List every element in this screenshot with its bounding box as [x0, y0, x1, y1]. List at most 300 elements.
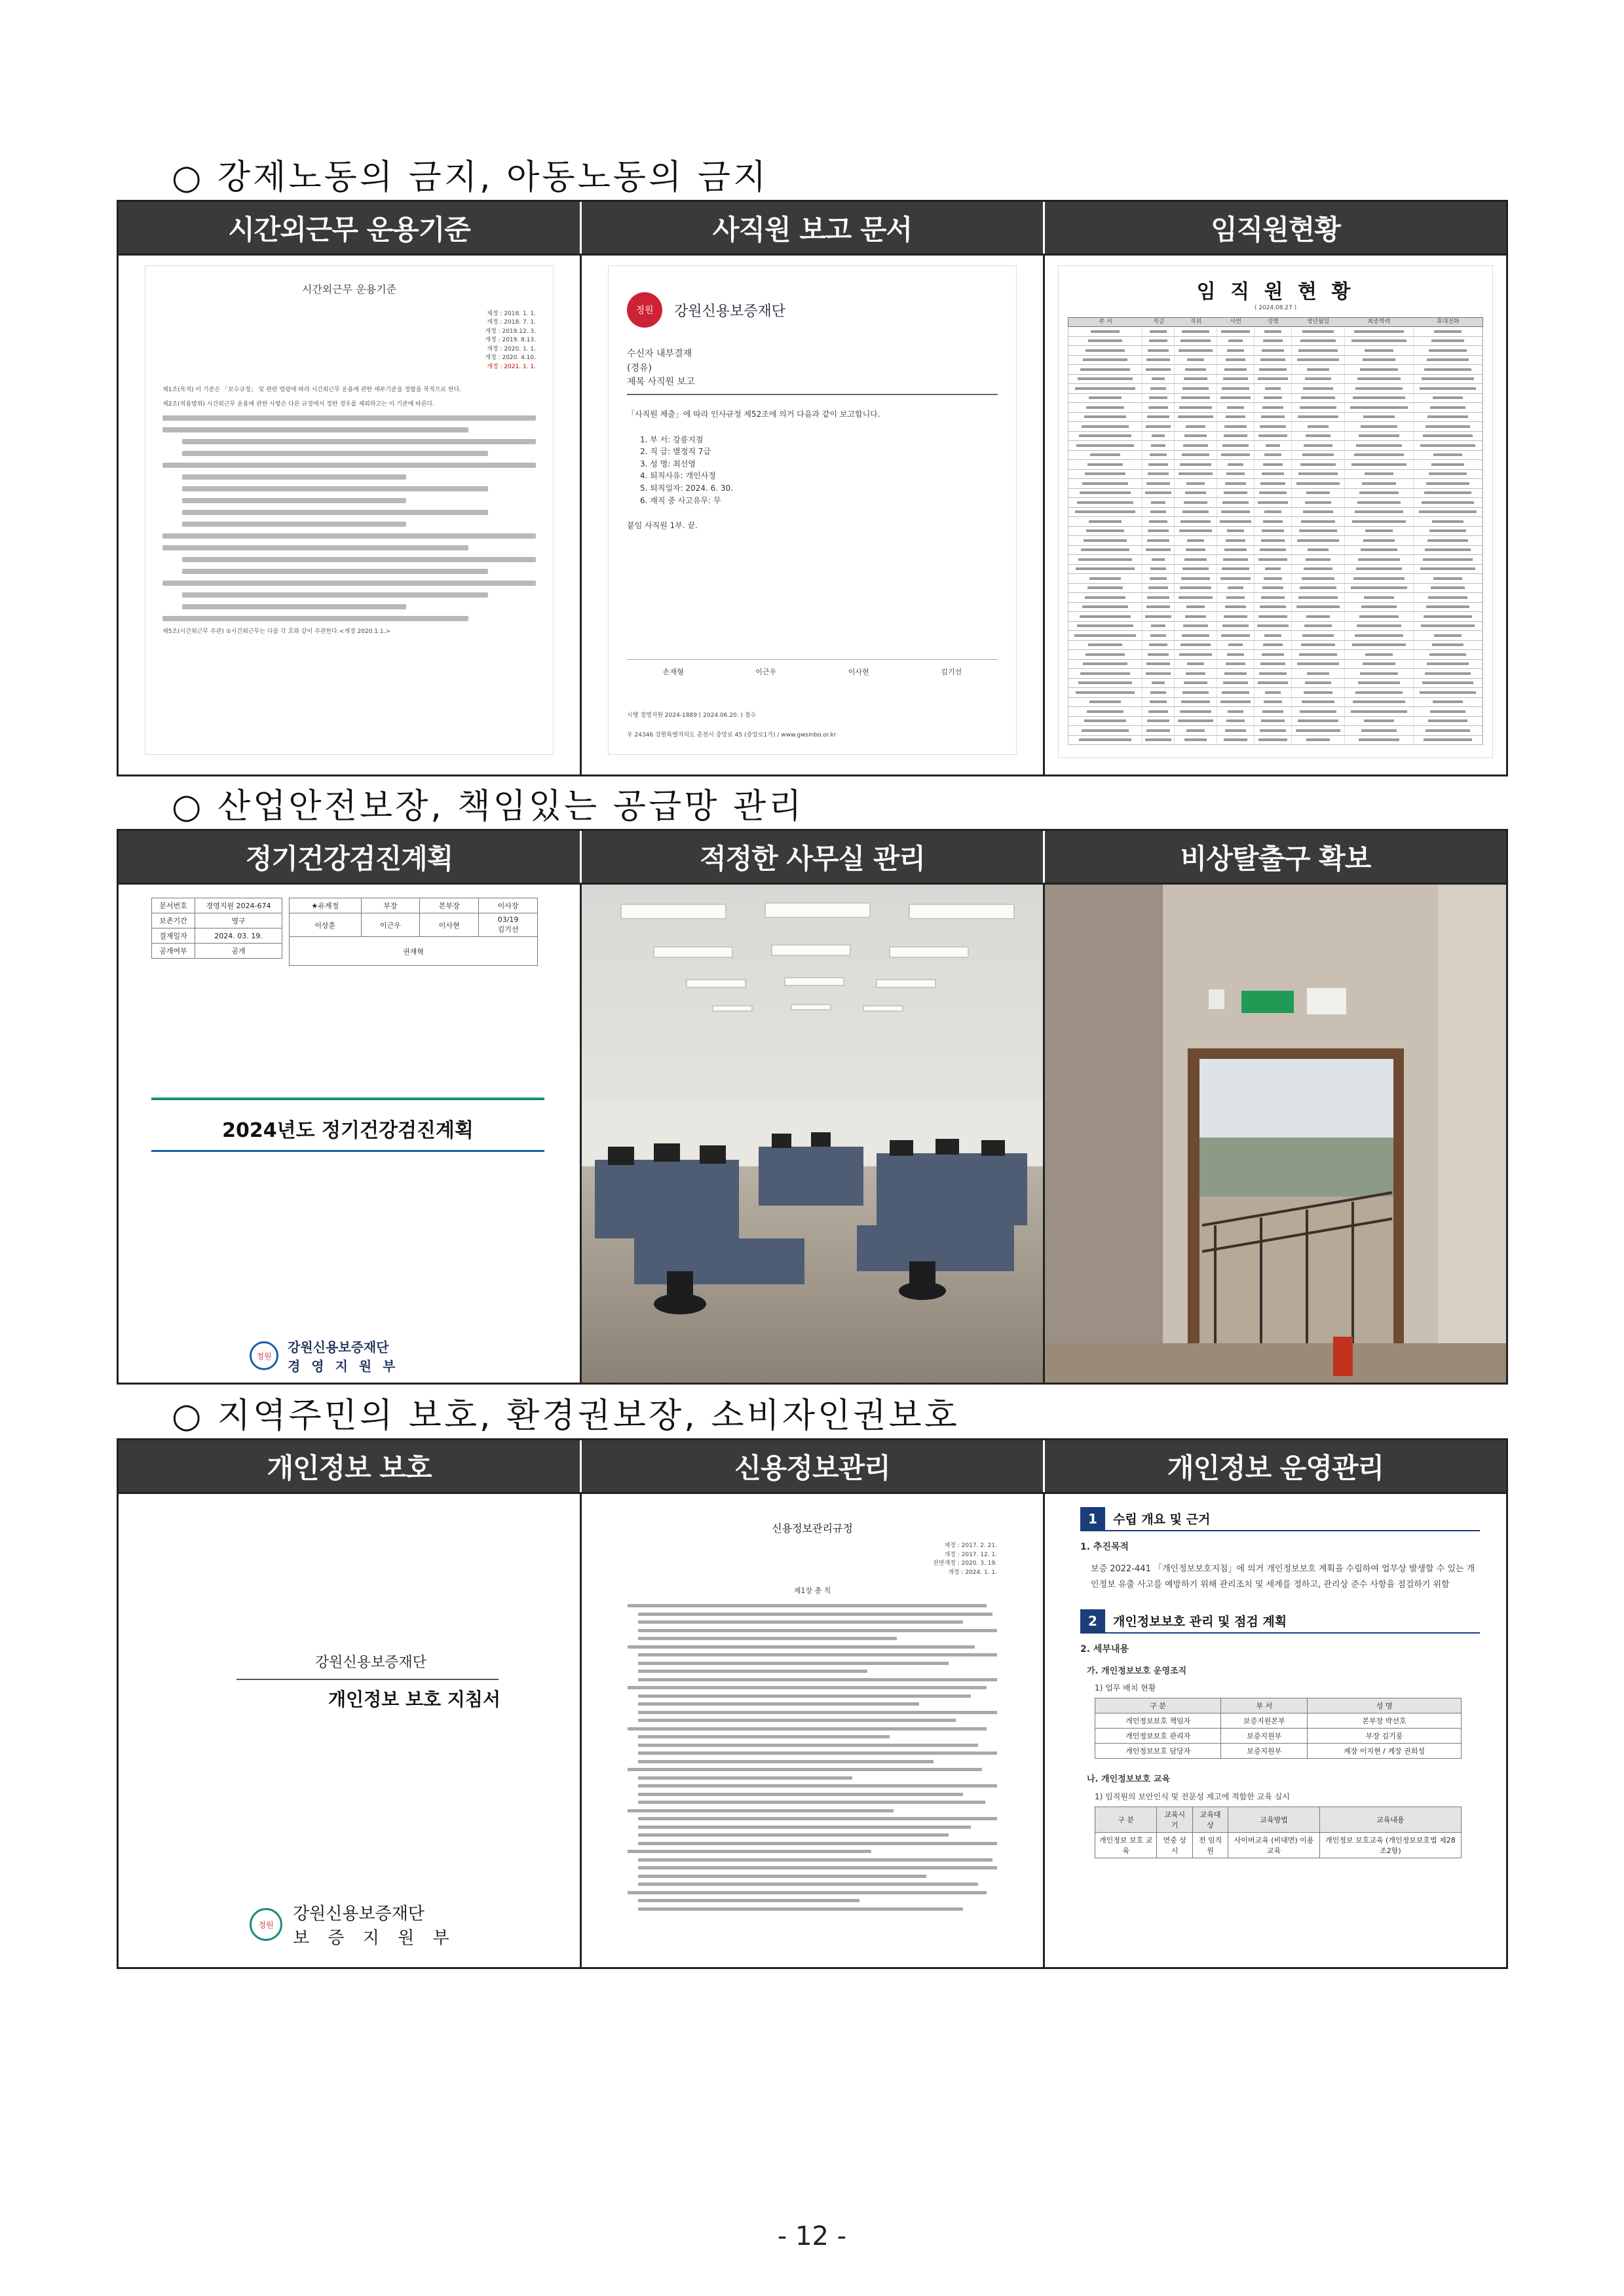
staff-cell-placeholder	[1292, 536, 1345, 545]
staff-cell-placeholder	[1217, 479, 1255, 488]
page-number: - 12 -	[777, 2221, 847, 2251]
text-placeholder-bar	[1226, 472, 1244, 475]
text-placeholder-line	[638, 1744, 978, 1747]
exit-photo	[1045, 885, 1506, 1383]
org-cell: 보증지원부	[1221, 1744, 1308, 1759]
staff-cell-placeholder	[1068, 736, 1142, 745]
text-placeholder-bar	[1432, 643, 1464, 646]
text-placeholder-bar	[1424, 615, 1472, 618]
text-placeholder-bar	[1431, 586, 1465, 589]
text-placeholder-line	[628, 1645, 975, 1649]
text-placeholder-bar	[1433, 396, 1463, 399]
staff-cell-placeholder	[1068, 622, 1142, 631]
staff-cell-placeholder	[1345, 432, 1414, 441]
text-placeholder-bar	[1182, 510, 1209, 513]
staff-cell-placeholder	[1175, 603, 1217, 612]
staff-row-placeholder	[1068, 479, 1483, 489]
text-placeholder-bar	[1224, 738, 1247, 741]
staff-doc-image	[1045, 256, 1506, 775]
text-placeholder-line	[628, 1727, 987, 1731]
staff-cell-placeholder	[1175, 650, 1217, 659]
staff-cell-placeholder	[1414, 565, 1482, 574]
meta-value: 2024. 03. 19.	[195, 928, 282, 944]
health-title-rule-2	[151, 1150, 544, 1152]
text-placeholder-bar	[1186, 482, 1205, 485]
credit-doc-title: 신용정보관리규정	[772, 1522, 853, 1535]
text-placeholder-bar	[1262, 349, 1284, 352]
text-placeholder-bar	[1302, 453, 1334, 456]
detail-head: 2. 세부내용	[1080, 1644, 1129, 1655]
text-placeholder-bar	[1420, 387, 1476, 390]
panel-header-health: 정기건강검진계획	[119, 831, 582, 883]
staff-cell-placeholder	[1142, 413, 1175, 422]
text-placeholder-bar	[1305, 681, 1331, 684]
text-placeholder-bar	[1258, 558, 1288, 561]
staff-cell-placeholder	[1217, 631, 1255, 640]
staff-cell-placeholder	[1142, 517, 1175, 526]
staff-cell-placeholder	[1345, 346, 1414, 355]
text-placeholder-bar	[1262, 529, 1283, 532]
text-placeholder-bar	[1354, 330, 1404, 333]
text-placeholder-bar	[1350, 406, 1407, 409]
staff-cell-placeholder	[1414, 479, 1482, 488]
staff-cell-placeholder	[1217, 384, 1255, 393]
text-placeholder-bar	[1361, 548, 1397, 551]
staff-cell-placeholder	[1414, 584, 1482, 593]
staff-cell-placeholder	[1345, 356, 1414, 365]
text-placeholder-bar	[1303, 510, 1333, 513]
staff-cell-placeholder	[1414, 546, 1482, 555]
text-placeholder-bar	[1228, 339, 1243, 342]
staff-cell-placeholder	[1142, 631, 1175, 640]
staff-cell-placeholder	[1068, 327, 1142, 336]
staff-cell-placeholder	[1345, 422, 1414, 431]
text-placeholder-bar	[1076, 444, 1134, 447]
staff-cell-placeholder	[1345, 441, 1414, 450]
staff-cell-placeholder	[1292, 574, 1345, 583]
staff-cell-placeholder	[1345, 565, 1414, 574]
staff-cell-placeholder	[1345, 375, 1414, 384]
staff-cell-placeholder	[1345, 394, 1414, 403]
resignation-address: 우 24346 강원특별자치도 춘천시 중앙로 45 (중앙로1가) / www.gwsinbo.or.kr	[627, 732, 837, 738]
text-placeholder-bar	[1180, 586, 1211, 589]
staff-cell-placeholder	[1068, 669, 1142, 678]
text-placeholder-bar	[1179, 529, 1212, 532]
staff-cell-placeholder	[1292, 432, 1345, 441]
privacy-footer-org: 강원신용보증재단	[293, 1904, 425, 1924]
text-placeholder-bar	[1181, 577, 1210, 580]
staff-cell-placeholder	[1142, 660, 1175, 669]
staff-col: 사번	[1230, 318, 1241, 325]
text-placeholder-bar	[1147, 719, 1169, 722]
text-placeholder-bar	[1150, 634, 1167, 637]
text-placeholder-bar	[1082, 605, 1129, 608]
staff-cell-placeholder	[1345, 555, 1414, 564]
text-placeholder-bar	[1298, 349, 1337, 352]
text-placeholder-bar	[1086, 349, 1125, 352]
text-placeholder-bar	[1303, 387, 1333, 390]
staff-row-placeholder	[1068, 527, 1483, 537]
text-placeholder-bar	[1427, 415, 1467, 418]
staff-row-placeholder	[1068, 707, 1483, 717]
panel-header-staff: 임직원현황	[1211, 213, 1340, 246]
staff-cell-placeholder	[1217, 470, 1255, 479]
text-placeholder-bar	[1300, 710, 1336, 713]
staff-cell-placeholder	[1142, 394, 1175, 403]
staff-cell-placeholder	[1414, 669, 1482, 678]
text-placeholder-line	[638, 1613, 992, 1616]
staff-row-placeholder	[1068, 356, 1483, 366]
text-placeholder-line	[638, 1735, 890, 1738]
staff-cell-placeholder	[1068, 698, 1142, 707]
staff-row-placeholder	[1068, 508, 1483, 518]
text-placeholder-bar	[1228, 710, 1244, 713]
staff-cell-placeholder	[1255, 593, 1292, 602]
staff-cell-placeholder	[1068, 546, 1142, 555]
staff-cell-placeholder	[1255, 470, 1292, 479]
text-placeholder-line	[638, 1760, 934, 1763]
text-placeholder-bar	[1148, 529, 1168, 532]
staff-cell-placeholder	[1142, 584, 1175, 593]
text-placeholder-bar	[1078, 377, 1133, 380]
text-placeholder-bar	[1227, 653, 1244, 656]
staff-cell-placeholder	[1142, 688, 1175, 697]
staff-cell-placeholder	[1142, 337, 1175, 346]
overtime-article-1: 제1조(목적) 이 기준은 「보수규정」 및 관련 법령에 따라 시간외근무 운용에 관한 세부기준을 정함을 목적으로 한다.	[162, 387, 462, 394]
staff-cell-placeholder	[1345, 546, 1414, 555]
staff-cell-placeholder	[1175, 726, 1217, 735]
staff-cell-placeholder	[1292, 403, 1345, 412]
staff-cell-placeholder	[1175, 612, 1217, 621]
text-placeholder-bar	[1228, 586, 1243, 589]
staff-cell-placeholder	[1217, 641, 1255, 650]
text-placeholder-line	[638, 1662, 949, 1665]
text-placeholder-bar	[1430, 406, 1465, 409]
text-placeholder-bar	[1147, 596, 1169, 599]
text-placeholder-bar	[1225, 729, 1246, 732]
text-placeholder-bar	[1221, 634, 1250, 637]
text-placeholder-bar	[1145, 738, 1171, 741]
text-placeholder-bar	[1297, 358, 1340, 361]
staff-row-placeholder	[1068, 346, 1483, 356]
text-placeholder-bar	[1186, 729, 1205, 732]
staff-cell-placeholder	[1292, 593, 1345, 602]
text-placeholder-bar	[1298, 415, 1338, 418]
revision-line: 개정 : 2020. 4.10.	[485, 354, 536, 362]
staff-row-placeholder	[1068, 460, 1483, 470]
org-col: 구 분	[1095, 1698, 1221, 1713]
text-placeholder-bar	[1360, 672, 1397, 675]
staff-cell-placeholder	[1345, 508, 1414, 517]
staff-cell-placeholder	[1068, 574, 1142, 583]
staff-cell-placeholder	[1217, 517, 1255, 526]
text-placeholder-bar	[1220, 700, 1251, 703]
staff-cell-placeholder	[1068, 479, 1142, 488]
staff-col: 직급	[1153, 318, 1165, 325]
staff-cell-placeholder	[1068, 337, 1142, 346]
text-placeholder-bar	[1180, 643, 1211, 646]
meta-label: 공개여부	[152, 944, 195, 959]
text-placeholder-bar	[1426, 482, 1469, 485]
approval-date: 03/19	[497, 915, 519, 924]
staff-cell-placeholder	[1414, 394, 1482, 403]
staff-cell-placeholder	[1255, 451, 1292, 460]
health-doc-dept: 경 영 지 원 부	[288, 1358, 399, 1374]
text-placeholder-bar	[1359, 434, 1399, 437]
credit-doc-image	[582, 1494, 1045, 1967]
staff-cell-placeholder	[1142, 565, 1175, 574]
text-placeholder-line	[638, 1678, 997, 1681]
staff-cell-placeholder	[1217, 622, 1255, 631]
text-placeholder-bar	[1361, 605, 1396, 608]
text-placeholder-bar	[1148, 472, 1169, 475]
text-placeholder-line	[638, 1907, 963, 1911]
staff-cell-placeholder	[1255, 356, 1292, 365]
edu-cell: 개인정보 보호교육 (개인정보보호법 제28조2항)	[1319, 1833, 1461, 1858]
staff-col: 최종학력	[1367, 318, 1391, 325]
text-placeholder-bar	[1075, 510, 1136, 513]
text-placeholder-bar	[1266, 444, 1281, 447]
text-placeholder-bar	[1087, 463, 1123, 466]
staff-cell-placeholder	[1142, 679, 1175, 688]
text-placeholder-bar	[1074, 634, 1136, 637]
staff-cell-placeholder	[1217, 536, 1255, 545]
edu-cell: 사이버교육 (비대면) 이용교육	[1228, 1833, 1319, 1858]
text-placeholder-bar	[1179, 349, 1212, 352]
text-placeholder-bar	[1226, 596, 1245, 599]
text-placeholder-bar	[1148, 710, 1168, 713]
staff-cell-placeholder	[1255, 384, 1292, 393]
staff-cell-placeholder	[1068, 527, 1142, 536]
text-placeholder-bar	[1152, 434, 1164, 437]
staff-cell-placeholder	[1292, 631, 1345, 640]
text-placeholder-bar	[1182, 691, 1209, 694]
staff-cell-placeholder	[1345, 603, 1414, 612]
text-placeholder-bar	[1179, 653, 1213, 656]
staff-cell-placeholder	[1255, 337, 1292, 346]
staff-col: 직위	[1190, 318, 1202, 325]
text-placeholder-bar	[1222, 387, 1250, 390]
text-placeholder-bar	[1089, 520, 1122, 523]
staff-cell-placeholder	[1345, 470, 1414, 479]
staff-cell-placeholder	[1175, 622, 1217, 631]
text-placeholder-bar	[1225, 482, 1245, 485]
text-placeholder-line	[638, 1801, 985, 1804]
staff-cell-placeholder	[1345, 726, 1414, 735]
panel-table-1	[117, 200, 1508, 776]
text-placeholder-bar	[1184, 501, 1207, 504]
signer-name: 손재형	[662, 668, 684, 676]
staff-cell-placeholder	[1255, 508, 1292, 517]
staff-cell-placeholder	[1292, 527, 1345, 536]
approval-name: 이사현	[420, 913, 479, 937]
staff-cell-placeholder	[1175, 327, 1217, 336]
staff-cell-placeholder	[1142, 736, 1175, 745]
staff-cell-placeholder	[1068, 394, 1142, 403]
staff-cell-placeholder	[1217, 498, 1255, 507]
edu-table	[1095, 1807, 1462, 1858]
text-placeholder-bar	[1079, 434, 1132, 437]
text-placeholder-bar	[1184, 434, 1207, 437]
staff-cell-placeholder	[1345, 489, 1414, 498]
text-placeholder-bar	[1146, 358, 1170, 361]
panel-table-3	[117, 1438, 1508, 1969]
text-placeholder-bar	[1426, 729, 1470, 732]
staff-cell-placeholder	[1142, 375, 1175, 384]
text-placeholder-bar	[1187, 539, 1204, 542]
staff-cell-placeholder	[1068, 356, 1142, 365]
org-col: 부 서	[1221, 1698, 1308, 1713]
text-placeholder-bar	[1262, 472, 1285, 475]
staff-cell-placeholder	[1255, 679, 1292, 688]
edu-cell: 전 임직원	[1192, 1833, 1228, 1858]
staff-cell-placeholder	[1142, 650, 1175, 659]
text-placeholder-bar	[1223, 558, 1248, 561]
text-placeholder-bar	[1302, 634, 1333, 637]
exit-scene-image	[1045, 885, 1506, 1383]
staff-doc-date: ( 2024.08.27 )	[1254, 305, 1297, 311]
text-placeholder-bar	[1082, 482, 1127, 485]
panel-table-2	[117, 829, 1508, 1385]
text-placeholder-bar	[1264, 634, 1281, 637]
panel-header-row-1	[119, 202, 1506, 256]
text-placeholder-bar	[1263, 643, 1283, 646]
credit-chapter: 제1장 총 칙	[793, 1586, 831, 1595]
text-placeholder-bar	[1151, 624, 1165, 627]
staff-row-placeholder	[1068, 650, 1483, 660]
text-placeholder-bar	[1424, 738, 1473, 741]
text-placeholder-line	[628, 1809, 894, 1812]
staff-cell-placeholder	[1292, 356, 1345, 365]
section-title-3: ○ 지역주민의 보호, 환경권보장, 소비자인권보호	[172, 1396, 960, 1436]
text-placeholder-line	[638, 1637, 897, 1640]
staff-cell-placeholder	[1292, 460, 1345, 469]
text-placeholder-bar	[1433, 453, 1462, 456]
staff-row-placeholder	[1068, 517, 1483, 527]
staff-cell-placeholder	[1217, 612, 1255, 621]
staff-cell-placeholder	[1142, 574, 1175, 583]
text-placeholder-bar	[1148, 463, 1167, 466]
text-placeholder-bar	[1180, 339, 1211, 342]
edu-sub: 1) 임직원의 보안인식 및 전문성 제고에 적합한 교육 실시	[1095, 1791, 1290, 1801]
staff-table-rows	[1068, 327, 1483, 745]
staff-cell-placeholder	[1142, 669, 1175, 678]
revision-line: 개정 : 2020. 1. 1.	[487, 345, 536, 353]
staff-row-placeholder	[1068, 470, 1483, 480]
text-placeholder-bar	[1258, 738, 1287, 741]
staff-cell-placeholder	[1175, 498, 1217, 507]
staff-cell-placeholder	[1175, 441, 1217, 450]
text-placeholder-bar	[1178, 415, 1213, 418]
staff-cell-placeholder	[1292, 508, 1345, 517]
text-placeholder-bar	[1221, 453, 1251, 456]
staff-cell-placeholder	[1345, 669, 1414, 678]
staff-cell-placeholder	[1345, 574, 1414, 583]
staff-cell-placeholder	[1068, 413, 1142, 422]
text-placeholder-bar	[1147, 539, 1170, 542]
staff-row-placeholder	[1068, 584, 1483, 594]
resignation-signers	[627, 659, 998, 678]
staff-cell-placeholder	[1068, 660, 1142, 669]
staff-cell-placeholder	[1142, 460, 1175, 469]
staff-cell-placeholder	[1414, 698, 1482, 707]
resignation-attachment: 붙임 사직원 1부. 끝.	[627, 521, 698, 531]
text-placeholder-bar	[1298, 719, 1338, 722]
text-placeholder-bar	[1356, 567, 1403, 570]
staff-row-placeholder	[1068, 555, 1483, 565]
text-placeholder-bar	[1150, 700, 1167, 703]
staff-cell-placeholder	[1217, 707, 1255, 716]
staff-cell-placeholder	[1142, 555, 1175, 564]
text-placeholder-bar	[1423, 434, 1473, 437]
staff-row-placeholder	[1068, 717, 1483, 727]
staff-cell-placeholder	[1292, 707, 1345, 716]
text-placeholder-bar	[1084, 539, 1127, 542]
text-placeholder-bar	[1080, 672, 1129, 675]
org-logo-icon: 정원	[250, 1341, 278, 1370]
staff-cell-placeholder	[1292, 394, 1345, 403]
text-placeholder-bar	[1261, 719, 1285, 722]
staff-cell-placeholder	[1345, 517, 1414, 526]
text-placeholder-bar	[1148, 349, 1169, 352]
text-placeholder-bar	[1262, 710, 1283, 713]
exit-sign-icon	[1241, 991, 1294, 1013]
text-placeholder-bar	[1423, 558, 1473, 561]
staff-cell-placeholder	[1217, 365, 1255, 374]
text-placeholder-bar	[1152, 558, 1165, 561]
text-placeholder-bar	[1261, 415, 1285, 418]
staff-cell-placeholder	[1217, 527, 1255, 536]
staff-cell-placeholder	[1217, 593, 1255, 602]
text-placeholder-bar	[1087, 586, 1124, 589]
text-placeholder-line	[638, 1793, 963, 1796]
staff-cell-placeholder	[1068, 498, 1142, 507]
staff-cell-placeholder	[1142, 356, 1175, 365]
text-placeholder-bar	[1363, 358, 1396, 361]
staff-row-placeholder	[1068, 688, 1483, 698]
text-placeholder-bar	[1083, 358, 1127, 361]
resignation-item: 1. 부 서: 강릉지점	[640, 434, 704, 444]
text-placeholder-bar	[1433, 577, 1463, 580]
staff-cell-placeholder	[1255, 327, 1292, 336]
text-placeholder-bar	[1228, 463, 1243, 466]
staff-cell-placeholder	[1255, 612, 1292, 621]
text-placeholder-bar	[1420, 691, 1475, 694]
staff-cell-placeholder	[1414, 660, 1482, 669]
text-placeholder-bar	[1304, 691, 1333, 694]
staff-cell-placeholder	[1175, 565, 1217, 574]
text-placeholder-bar	[1364, 719, 1395, 722]
text-placeholder-bar	[1358, 558, 1399, 561]
text-placeholder-bar	[1146, 672, 1171, 675]
staff-row-placeholder	[1068, 394, 1483, 404]
staff-cell-placeholder	[1345, 384, 1414, 393]
staff-cell-placeholder	[1292, 346, 1345, 355]
text-placeholder-bar	[1186, 425, 1205, 428]
text-placeholder-bar	[1184, 738, 1206, 741]
text-placeholder-bar	[1357, 501, 1401, 504]
text-placeholder-bar	[1351, 463, 1407, 466]
staff-cell-placeholder	[1175, 736, 1217, 745]
text-placeholder-bar	[1183, 444, 1208, 447]
revision-line: 제정 : 2018. 1. 1.	[487, 310, 536, 317]
staff-cell-placeholder	[1292, 451, 1345, 460]
privacy-doc-org: 강원신용보증재단	[315, 1655, 427, 1671]
text-placeholder-bar	[1151, 501, 1165, 504]
health-approval-table	[289, 898, 538, 966]
staff-cell-placeholder	[1414, 726, 1482, 735]
org-cell: 개인정보보호 담당자	[1095, 1744, 1221, 1759]
